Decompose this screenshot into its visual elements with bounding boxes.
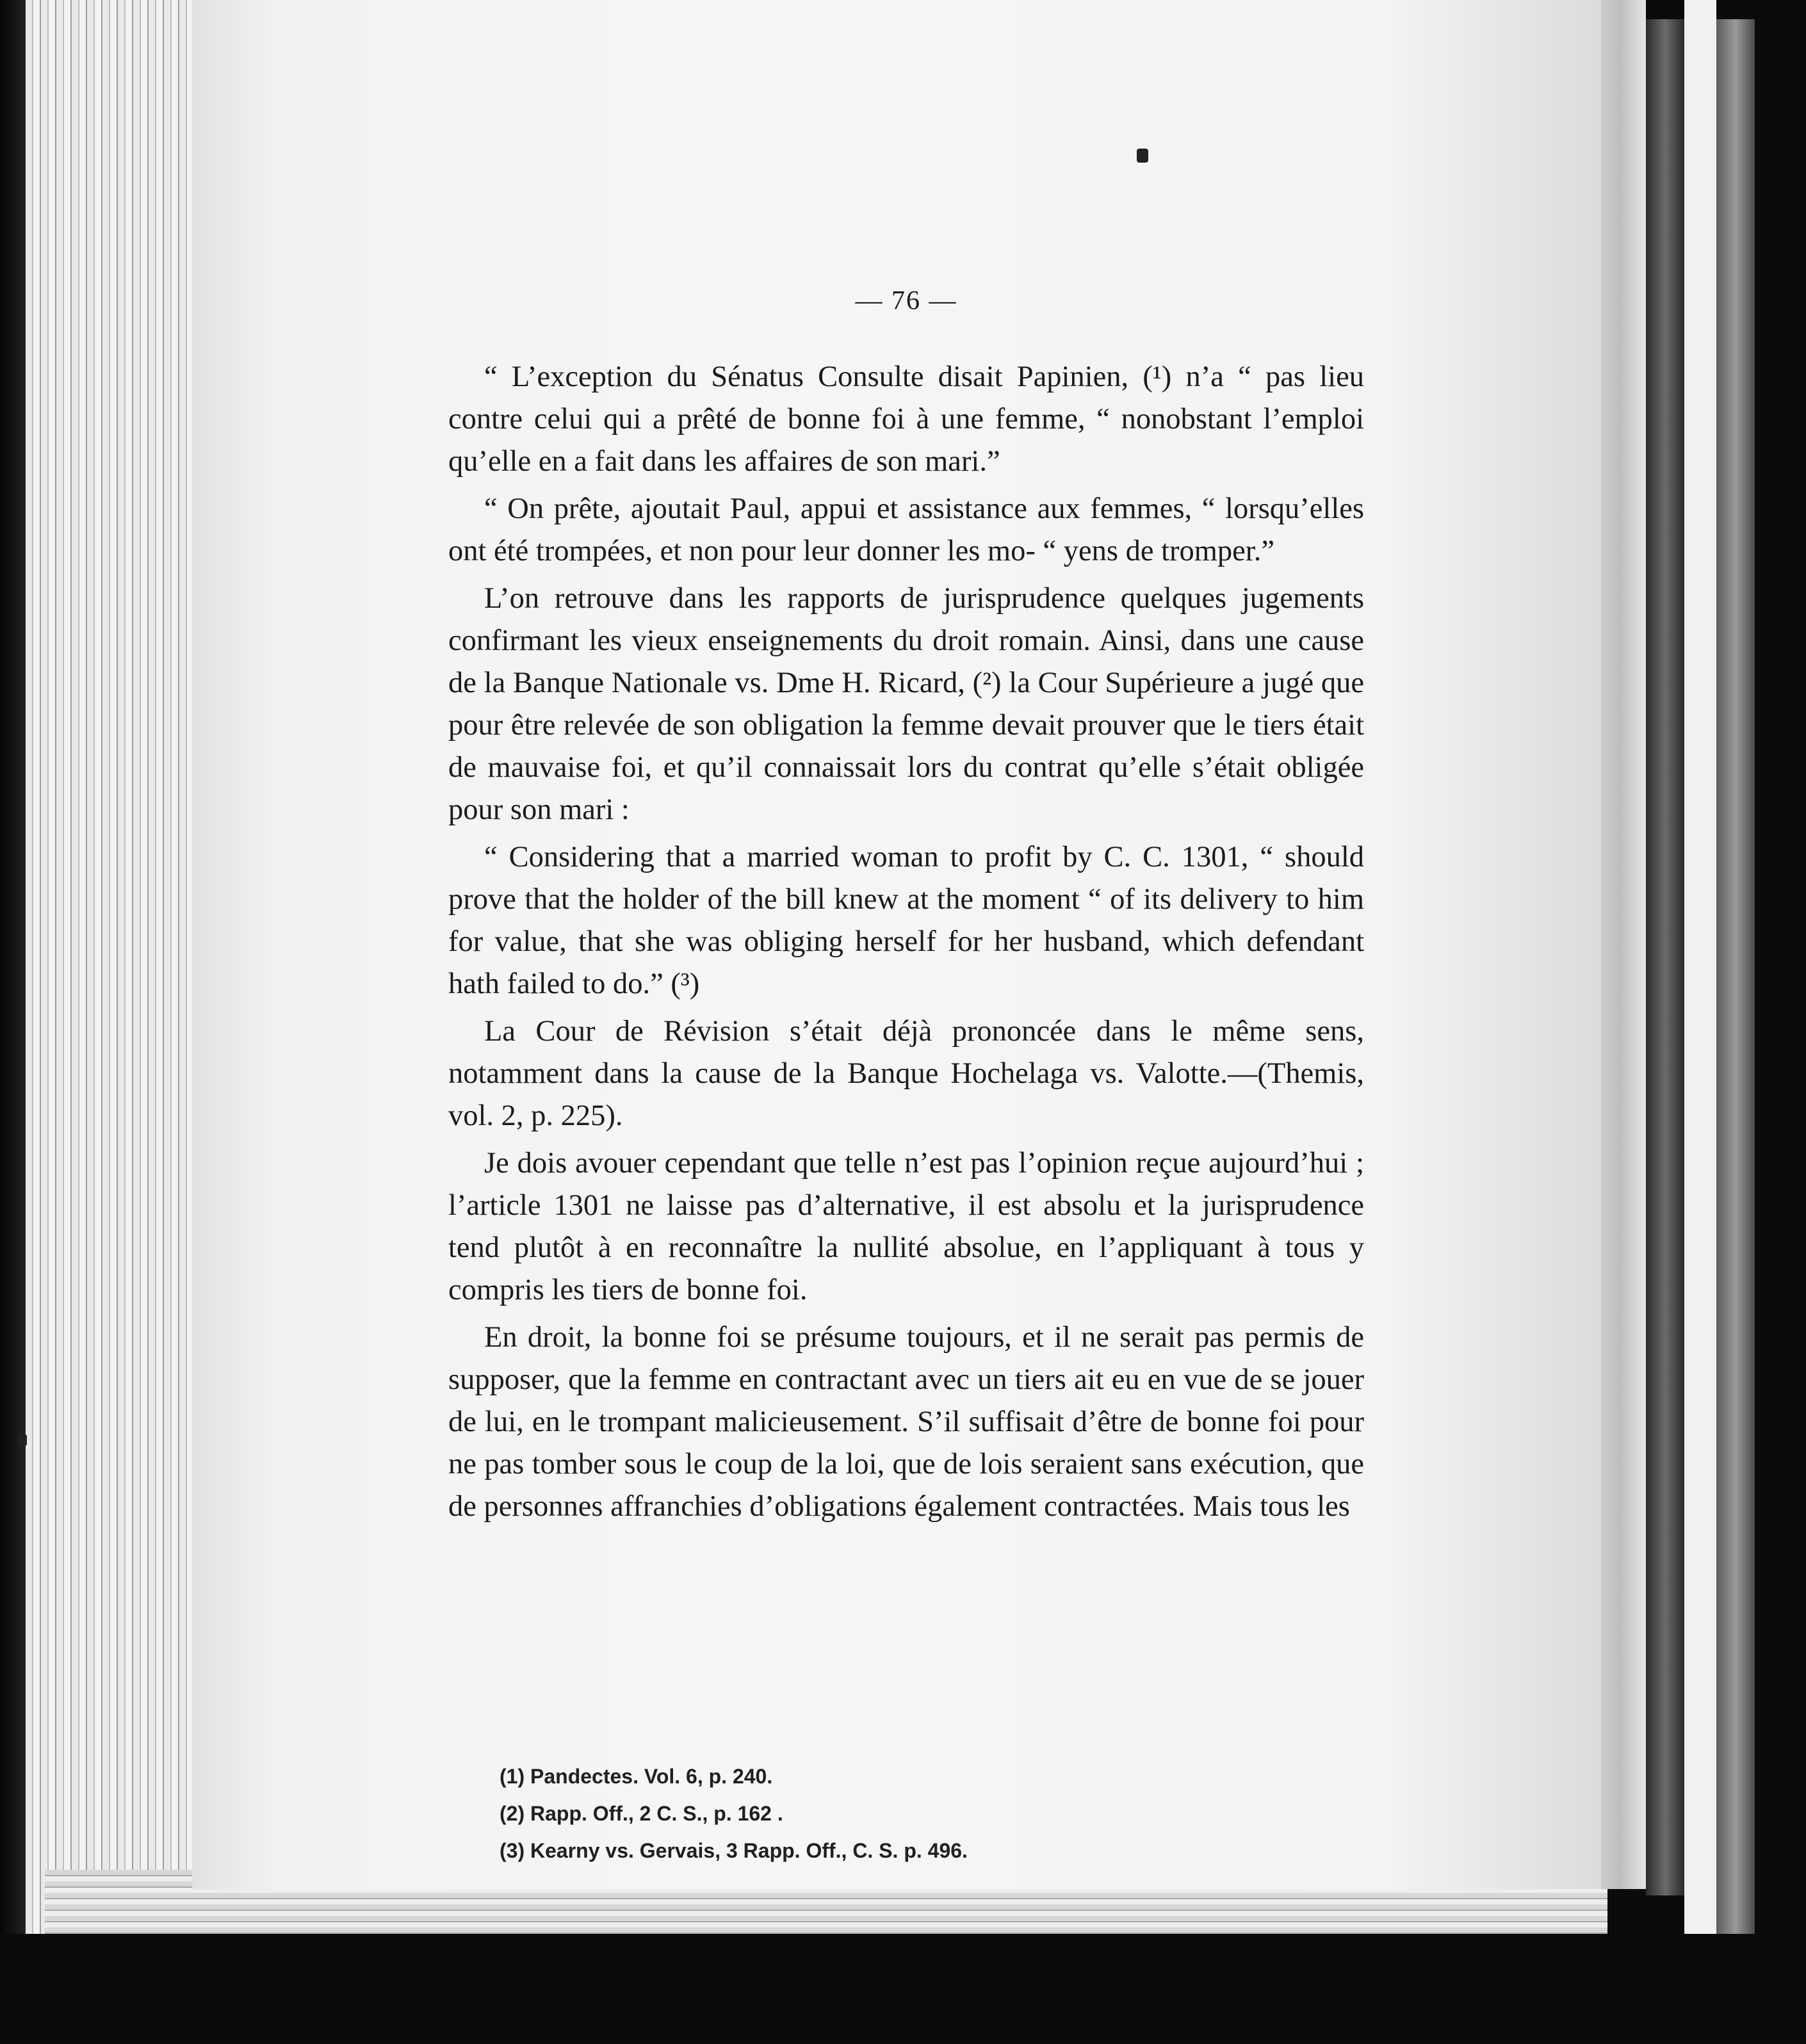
- right-dark-border: [1755, 0, 1806, 2044]
- page-number: — 76 —: [855, 286, 957, 316]
- page-text: [448, 282, 1364, 1533]
- scan-speck: [18, 1434, 27, 1446]
- left-page-edges: [26, 0, 218, 2044]
- paragraph: En droit, la bonne foi se présume toujours, et il ne serait pas permis de supposer, que la femme en contractant avec un tiers ait eu en vue de se jouer de lui, en le trompant malicieusement. S’il suffisait d’être de bonne foi pour ne pas tomber sous le coup de la loi, que de lois seraient sans exécution, que de personnes affranchies d’obligations également contractées. Mais tous les: [448, 1321, 1364, 1523]
- paragraph: “ Considering that a married woman to profit by C. C. 1301, “ should prove that the holder of the bill knew at the moment “ of its delivery to him for value, that she was obliging herself for her husband, which defendant hath failed to do.” (³): [448, 841, 1364, 1000]
- footnote: (2) Rapp. Off., 2 C. S., p. 162 .: [500, 1802, 783, 1825]
- paragraph: “ L’exception du Sénatus Consulte disait Papinien, (¹) n’a “ pas lieu contre celui qui a prêté de bonne foi à une femme, “ nonobstant l’emploi qu’elle en a fait dans les affaires de son mari.”: [448, 361, 1364, 478]
- paragraph: “ On prête, ajoutait Paul, appui et assistance aux femmes, “ lorsqu’elles ont été trompées, et non pour leur donner les mo- “ yens de tromper.”: [448, 492, 1364, 567]
- bottom-dark-border: [0, 1934, 1806, 2044]
- right-binding-strip: [1716, 19, 1755, 1934]
- footnotes: [500, 1758, 1332, 1869]
- paragraph: La Cour de Révision s’était déjà prononcée dans le même sens, notamment dans la cause de la Banque Hochelaga vs. Valotte.—(Themis, vol. 2, p. 225).: [448, 1015, 1364, 1132]
- right-page-sliver: [1684, 0, 1716, 1934]
- paragraph: Je dois avouer cependant que telle n’est pas l’opinion reçue aujourd’hui ; l’article 1301 ne laisse pas d’alternative, il est absolu et la jurisprudence tend plutôt à en reconnaître la nullité absolue, en l’appliquant à tous y compris les tiers de bonne foi.: [448, 1147, 1364, 1306]
- footnote: (3) Kearny vs. Gervais, 3 Rapp. Off., C. S. p. 496.: [500, 1839, 968, 1862]
- right-binding-strip: [1646, 19, 1684, 1895]
- paragraph: L’on retrouve dans les rapports de jurisprudence quelques jugements confirmant les vieux enseignements du droit romain. Ainsi, dans une cause de la Banque Nationale vs. Dme H. Ricard, (²) la Cour Supérieure a jugé que pour être relevée de son obligation la femme devait prouver que le tiers était de mauvaise foi, et qu’il connaissait lors du contrat qu’elle s’était obligée pour son mari :: [448, 582, 1364, 826]
- scan-speck: [1137, 149, 1148, 163]
- footnote: (1) Pandectes. Vol. 6, p. 240.: [500, 1765, 773, 1788]
- right-gutter: [1595, 0, 1646, 1889]
